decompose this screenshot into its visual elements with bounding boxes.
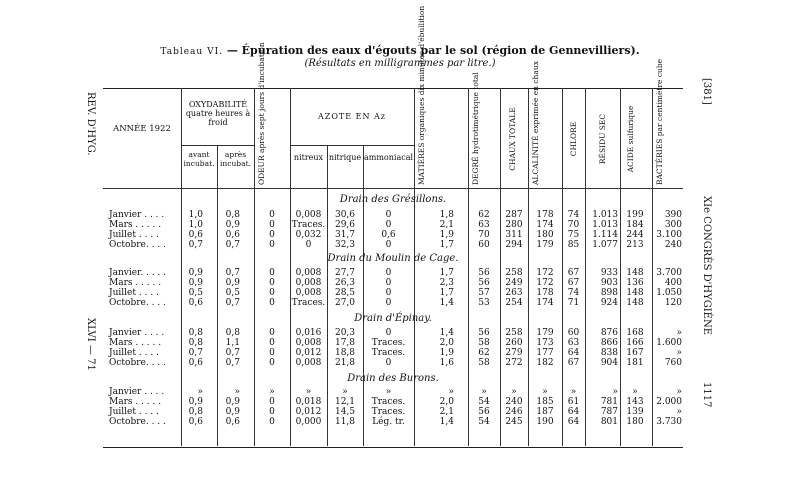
table-cell: 1,4 bbox=[439, 298, 454, 308]
table-cell: 0 bbox=[269, 358, 275, 368]
table-cell: 166 bbox=[626, 338, 644, 348]
table-cell: 263 bbox=[505, 288, 523, 298]
row-month: Mars . . . . . bbox=[109, 278, 162, 288]
table-cell: 0,008 bbox=[295, 278, 322, 288]
table-cell: » bbox=[676, 387, 682, 397]
table-cell: 0,6 bbox=[225, 417, 240, 427]
table-cell: 30,6 bbox=[334, 210, 356, 220]
table-cell: » bbox=[632, 387, 638, 397]
table-cell: 0,8 bbox=[225, 210, 240, 220]
table-cell: 1,6 bbox=[439, 358, 454, 368]
table-cell: 179 bbox=[536, 240, 554, 250]
table-cell: 244 bbox=[626, 230, 644, 240]
table-cell: 0,9 bbox=[225, 407, 240, 417]
table-cell: 1,9 bbox=[439, 348, 454, 358]
table-cell: 168 bbox=[626, 328, 644, 338]
table-cell: 0,008 bbox=[295, 210, 322, 220]
header-ammoniacal: ammoniacal bbox=[363, 153, 414, 162]
table-cell: 64 bbox=[567, 348, 580, 358]
table-cell: Traces. bbox=[291, 298, 326, 308]
table-cell: 287 bbox=[505, 210, 523, 220]
table-cell: 0,7 bbox=[225, 348, 240, 358]
table-cell: 0,032 bbox=[295, 230, 322, 240]
table-cell: 177 bbox=[536, 348, 554, 358]
table-cell: 178 bbox=[536, 210, 554, 220]
table-cell: 0,7 bbox=[225, 240, 240, 250]
table-cell: 0,008 bbox=[295, 358, 322, 368]
table-cell: 173 bbox=[536, 338, 554, 348]
header-residu: RÉSIDU SEC bbox=[598, 113, 607, 165]
table-cell: Traces. bbox=[291, 220, 326, 230]
header-azote: AZOTE EN Az bbox=[318, 112, 386, 121]
row-month: Juillet . . . . bbox=[109, 407, 159, 417]
table-cell: 21,8 bbox=[334, 358, 356, 368]
table-cell: 136 bbox=[626, 278, 644, 288]
azote-subdivider bbox=[290, 145, 414, 146]
table-cell: 1,7 bbox=[439, 268, 454, 278]
table-cell: 70 bbox=[478, 230, 490, 240]
table-cell: 60 bbox=[567, 328, 580, 338]
margin-journal-ref: REV. D'HYG. bbox=[85, 92, 96, 156]
table-cell: 62 bbox=[478, 210, 490, 220]
table-cell: » bbox=[197, 387, 203, 397]
table-cell: » bbox=[676, 348, 682, 358]
table-cell: 187 bbox=[536, 407, 554, 417]
table-cell: 781 bbox=[600, 397, 618, 407]
table-cell: 148 bbox=[626, 288, 644, 298]
table-cell: 148 bbox=[626, 268, 644, 278]
table-cell: 213 bbox=[626, 240, 644, 250]
table-cell: 62 bbox=[478, 348, 490, 358]
section-title: Drain des Grésillons. bbox=[339, 194, 447, 205]
table-cell: 0 bbox=[385, 268, 392, 278]
table-cell: 182 bbox=[536, 358, 554, 368]
table-cell: 0 bbox=[269, 417, 275, 427]
table-cell: 14,5 bbox=[334, 407, 356, 417]
header-acide: ACIDE sulfurique bbox=[626, 105, 635, 173]
table-cell: » bbox=[676, 407, 682, 417]
table-cell: 1,7 bbox=[439, 240, 454, 250]
table-cell: » bbox=[542, 387, 548, 397]
table-cell: Traces. bbox=[371, 348, 406, 358]
table-cell: 0,018 bbox=[295, 397, 322, 407]
table-cell: 311 bbox=[505, 230, 523, 240]
table-cell: 0 bbox=[385, 240, 392, 250]
table-cell: 294 bbox=[505, 240, 523, 250]
header-nitreux: nitreux bbox=[293, 153, 324, 162]
table-cell: 56 bbox=[478, 278, 490, 288]
table-cell: 120 bbox=[664, 298, 682, 308]
table-cell: 1,0 bbox=[188, 220, 203, 230]
table-cell: 249 bbox=[505, 278, 523, 288]
table-cell: 27,0 bbox=[334, 298, 356, 308]
table-cell: 0 bbox=[385, 278, 392, 288]
row-month: Janvier . . . . bbox=[109, 387, 165, 397]
section-title: Drain des Burons. bbox=[347, 373, 439, 384]
table-cell: 174 bbox=[536, 220, 554, 230]
table-cell: 258 bbox=[505, 268, 523, 278]
margin-congress-title: XIe CONGRÈS D'HYGIÈNE bbox=[701, 196, 712, 335]
table-cell: 29,6 bbox=[334, 220, 356, 230]
table-cell: 18,8 bbox=[334, 348, 356, 358]
table-cell: 0,5 bbox=[188, 288, 203, 298]
table-cell: 11,8 bbox=[334, 417, 356, 427]
table-cell: 75 bbox=[567, 230, 580, 240]
row-month: Octobre. . . . bbox=[109, 240, 166, 250]
table-cell: 0,8 bbox=[188, 407, 203, 417]
table-label: Tableau VI. bbox=[160, 47, 223, 57]
table-title-text: — Épuration des eaux d'égouts par le sol (région de Gennevilliers). bbox=[226, 44, 640, 57]
table-cell: 190 bbox=[536, 417, 554, 427]
table-cell: 0,8 bbox=[225, 328, 240, 338]
table-cell: 0 bbox=[385, 220, 392, 230]
table-cell: 1,4 bbox=[439, 328, 454, 338]
table-cell: 0,7 bbox=[188, 240, 203, 250]
table-cell: 0,9 bbox=[188, 397, 203, 407]
table-cell: 0,6 bbox=[188, 298, 203, 308]
table-cell: 0 bbox=[305, 240, 312, 250]
table-cell: 2,0 bbox=[439, 338, 454, 348]
table-cell: 1.050 bbox=[656, 288, 682, 298]
table-row bbox=[103, 298, 683, 309]
table-cell: 148 bbox=[626, 298, 644, 308]
row-month: Octobre. . . . bbox=[109, 298, 166, 308]
table-cell: 0 bbox=[269, 278, 275, 288]
table-cell: 28,5 bbox=[334, 288, 356, 298]
table-cell: 898 bbox=[600, 288, 618, 298]
table-cell: 0,5 bbox=[225, 288, 240, 298]
table-cell: 2,0 bbox=[439, 397, 454, 407]
table-cell: 0 bbox=[269, 348, 275, 358]
table-cell: 64 bbox=[567, 417, 580, 427]
table-cell: 12,1 bbox=[334, 397, 356, 407]
table-cell: 58 bbox=[478, 338, 490, 348]
row-month: Juillet . . . . bbox=[109, 288, 159, 298]
table-cell: 56 bbox=[478, 268, 490, 278]
header-nitrique: nitrique bbox=[328, 153, 362, 162]
table-cell: 2,1 bbox=[439, 407, 454, 417]
row-month: Janvier. . . . . bbox=[109, 268, 167, 278]
table-cell: 0,008 bbox=[295, 288, 322, 298]
table-cell: » bbox=[342, 387, 348, 397]
table-cell: 181 bbox=[626, 358, 644, 368]
header-alcalinite: ALCALINITÉ exprimée en chaux bbox=[531, 61, 540, 185]
table-cell: 0,8 bbox=[188, 338, 203, 348]
table-cell: 272 bbox=[505, 358, 523, 368]
table-row bbox=[103, 417, 683, 428]
row-month: Janvier . . . . bbox=[109, 328, 165, 338]
table-cell: » bbox=[234, 387, 240, 397]
table-row bbox=[103, 358, 683, 369]
header-oxy-after: après incubat. bbox=[220, 150, 251, 168]
table-cell: 67 bbox=[567, 268, 580, 278]
table-cell: 903 bbox=[600, 278, 618, 288]
table-cell: 1.600 bbox=[656, 338, 682, 348]
table-cell: 67 bbox=[567, 358, 580, 368]
table-cell: 279 bbox=[505, 348, 523, 358]
row-month: Mars . . . . . bbox=[109, 220, 162, 230]
table-cell: 240 bbox=[664, 240, 682, 250]
table-cell: 17,8 bbox=[334, 338, 356, 348]
table-cell: 0,000 bbox=[295, 417, 322, 427]
table-cell: 801 bbox=[600, 417, 618, 427]
table-cell: 199 bbox=[626, 210, 644, 220]
table-cell: 185 bbox=[536, 397, 554, 407]
table-cell: 26,3 bbox=[334, 278, 356, 288]
table-cell: 56 bbox=[478, 407, 490, 417]
row-month: Mars . . . . . bbox=[109, 397, 162, 407]
table-cell: 143 bbox=[626, 397, 644, 407]
table-cell: » bbox=[481, 387, 487, 397]
table-cell: Traces. bbox=[371, 338, 406, 348]
table-cell: 300 bbox=[664, 220, 682, 230]
table-cell: 0,9 bbox=[225, 220, 240, 230]
table-subtitle: (Résultats en milligrammes par litre.) bbox=[304, 58, 496, 69]
table-cell: 1.013 bbox=[592, 220, 618, 230]
margin-page-number: [381] bbox=[701, 78, 712, 105]
table-cell: 2,3 bbox=[439, 278, 454, 288]
header-degre: DEGRÉ hydrotimétrique total bbox=[471, 72, 480, 185]
table-cell: 787 bbox=[600, 407, 618, 417]
table-cell: » bbox=[511, 387, 517, 397]
table-cell: 64 bbox=[567, 407, 580, 417]
table-cell: 2.000 bbox=[656, 397, 682, 407]
margin-page-ref: XLVI — 71 bbox=[85, 318, 96, 371]
table-cell: 63 bbox=[567, 338, 580, 348]
table-row bbox=[103, 240, 683, 251]
table-cell: 3.100 bbox=[656, 230, 682, 240]
table-cell: 760 bbox=[664, 358, 682, 368]
table-cell: 0 bbox=[269, 268, 275, 278]
table-cell: 240 bbox=[505, 397, 523, 407]
table-cell: 0,6 bbox=[225, 230, 240, 240]
row-month: Octobre. . . . bbox=[109, 417, 166, 427]
table-cell: » bbox=[269, 387, 275, 397]
table-cell: 53 bbox=[478, 298, 490, 308]
table-cell: 172 bbox=[536, 268, 554, 278]
table-cell: 74 bbox=[567, 288, 580, 298]
table-cell: 67 bbox=[567, 278, 580, 288]
table-cell: 0,008 bbox=[295, 268, 322, 278]
table-cell: 3.700 bbox=[656, 268, 682, 278]
header-year: ANNÉE 1922 bbox=[113, 124, 171, 134]
table-cell: » bbox=[305, 387, 312, 397]
table-cell: 0,008 bbox=[295, 338, 322, 348]
table-cell: 58 bbox=[478, 358, 490, 368]
table-cell: 54 bbox=[478, 417, 490, 427]
header-matieres: MATIÈRES organiques dix minutes d'ébullition bbox=[417, 5, 426, 185]
table-cell: 63 bbox=[478, 220, 490, 230]
table-cell: 180 bbox=[626, 417, 644, 427]
table-cell: 0 bbox=[269, 328, 275, 338]
header-chlore: CHLORE bbox=[569, 121, 578, 157]
table-cell: 1.114 bbox=[592, 230, 618, 240]
table-cell: 0,6 bbox=[188, 417, 203, 427]
table-cell: 1,9 bbox=[439, 230, 454, 240]
table-cell: 139 bbox=[626, 407, 644, 417]
table-cell: 0,9 bbox=[225, 397, 240, 407]
table-cell: 254 bbox=[505, 298, 523, 308]
table-cell: 1,1 bbox=[225, 338, 240, 348]
row-month: Janvier . . . . bbox=[109, 210, 165, 220]
section-title: Drain d'Épinay. bbox=[354, 313, 432, 324]
table-cell: 0,8 bbox=[188, 328, 203, 338]
table-cell: 904 bbox=[600, 358, 618, 368]
table-cell: 167 bbox=[626, 348, 644, 358]
table-cell: 0,012 bbox=[295, 407, 322, 417]
table-cell: 1,8 bbox=[439, 210, 454, 220]
table-cell: 184 bbox=[626, 220, 644, 230]
table-cell: 60 bbox=[478, 240, 490, 250]
table-cell: 1.077 bbox=[592, 240, 618, 250]
table-cell: 0,7 bbox=[225, 298, 240, 308]
table-cell: 61 bbox=[567, 397, 580, 407]
table-cell: 245 bbox=[505, 417, 523, 427]
table-cell: 0 bbox=[269, 240, 275, 250]
row-month: Mars . . . . . bbox=[109, 338, 162, 348]
table-cell: 838 bbox=[600, 348, 618, 358]
table-cell: 0,9 bbox=[225, 278, 240, 288]
table-cell: 280 bbox=[505, 220, 523, 230]
table-cell: 924 bbox=[600, 298, 618, 308]
table-cell: 390 bbox=[664, 210, 682, 220]
table-cell: » bbox=[448, 387, 454, 397]
table-cell: 71 bbox=[567, 298, 580, 308]
table-cell: 0 bbox=[385, 298, 392, 308]
table-cell: 0,9 bbox=[188, 268, 203, 278]
table-cell: Traces. bbox=[371, 397, 406, 407]
table-cell: 2,1 bbox=[439, 220, 454, 230]
header-oxy-before: avant incubat. bbox=[183, 150, 215, 168]
table-cell: 27,7 bbox=[334, 268, 356, 278]
table-cell: 74 bbox=[567, 210, 580, 220]
table-cell: 180 bbox=[536, 230, 554, 240]
table-cell: 32,3 bbox=[334, 240, 356, 250]
table-cell: 1.013 bbox=[592, 210, 618, 220]
table-cell: 56 bbox=[478, 328, 490, 338]
table-cell: 876 bbox=[600, 328, 618, 338]
table-cell: 0,6 bbox=[188, 230, 203, 240]
table-cell: 400 bbox=[664, 278, 682, 288]
table-cell: » bbox=[385, 387, 392, 397]
table-cell: 0 bbox=[269, 397, 275, 407]
table-cell: 246 bbox=[505, 407, 523, 417]
table-cell: 3.730 bbox=[656, 417, 682, 427]
header-oxydabilite: OXYDABILITÉ quatre heures à froid bbox=[185, 100, 251, 127]
header-odeur: ODEUR après sept jours d'incubation bbox=[257, 42, 266, 185]
table-cell: 0,016 bbox=[295, 328, 322, 338]
table-cell: 0 bbox=[269, 230, 275, 240]
table-cell: » bbox=[676, 328, 682, 338]
table-cell: 1,0 bbox=[188, 210, 203, 220]
table-cell: 0,6 bbox=[381, 230, 396, 240]
table-cell: 0 bbox=[385, 328, 392, 338]
table-cell: 179 bbox=[536, 328, 554, 338]
table-cell: 1,7 bbox=[439, 288, 454, 298]
table-cell: 0,7 bbox=[225, 358, 240, 368]
table-cell: 0 bbox=[269, 288, 275, 298]
table-cell: 178 bbox=[536, 288, 554, 298]
section-title: Drain du Moulin de Cage. bbox=[327, 253, 459, 264]
table-cell: 0,7 bbox=[188, 348, 203, 358]
table-cell: 1,4 bbox=[439, 417, 454, 427]
table-cell: 0,9 bbox=[188, 278, 203, 288]
table-cell: 70 bbox=[567, 220, 580, 230]
table-cell: Lég. tr. bbox=[372, 417, 405, 427]
table-cell: 172 bbox=[536, 278, 554, 288]
row-month: Juillet . . . . bbox=[109, 230, 159, 240]
table-cell: 20,3 bbox=[334, 328, 356, 338]
table-title bbox=[0, 44, 800, 57]
table-cell: 0 bbox=[269, 338, 275, 348]
table-cell: 0 bbox=[385, 358, 392, 368]
table-cell: 57 bbox=[478, 288, 490, 298]
table-cell: Traces. bbox=[371, 407, 406, 417]
table-cell: » bbox=[570, 387, 577, 397]
table-cell: 0,6 bbox=[188, 358, 203, 368]
table-cell: 0 bbox=[269, 298, 275, 308]
table-cell: 85 bbox=[567, 240, 580, 250]
header-chaux: CHAUX TOTALE bbox=[508, 107, 517, 171]
table-cell: 0 bbox=[269, 407, 275, 417]
table-cell: 258 bbox=[505, 328, 523, 338]
header-divider bbox=[103, 188, 683, 189]
table-cell: 866 bbox=[600, 338, 618, 348]
table-cell: 0 bbox=[385, 210, 392, 220]
table-cell: 174 bbox=[536, 298, 554, 308]
table-cell: 933 bbox=[600, 268, 618, 278]
table-cell: 0 bbox=[269, 220, 275, 230]
table-cell: 0,012 bbox=[295, 348, 322, 358]
table-cell: 0 bbox=[385, 288, 392, 298]
header-bacteries: BACTÉRIES par centimètre cube bbox=[655, 58, 664, 185]
row-month: Octobre. . . . bbox=[109, 358, 166, 368]
row-month: Juillet . . . . bbox=[109, 348, 159, 358]
table-cell: 260 bbox=[505, 338, 523, 348]
table-cell: 54 bbox=[478, 397, 490, 407]
table-cell: 31,7 bbox=[334, 230, 356, 240]
margin-folio: 1117 bbox=[701, 382, 712, 408]
table-cell: 0 bbox=[269, 210, 275, 220]
table-cell: 0,7 bbox=[225, 268, 240, 278]
table-cell: » bbox=[612, 387, 618, 397]
